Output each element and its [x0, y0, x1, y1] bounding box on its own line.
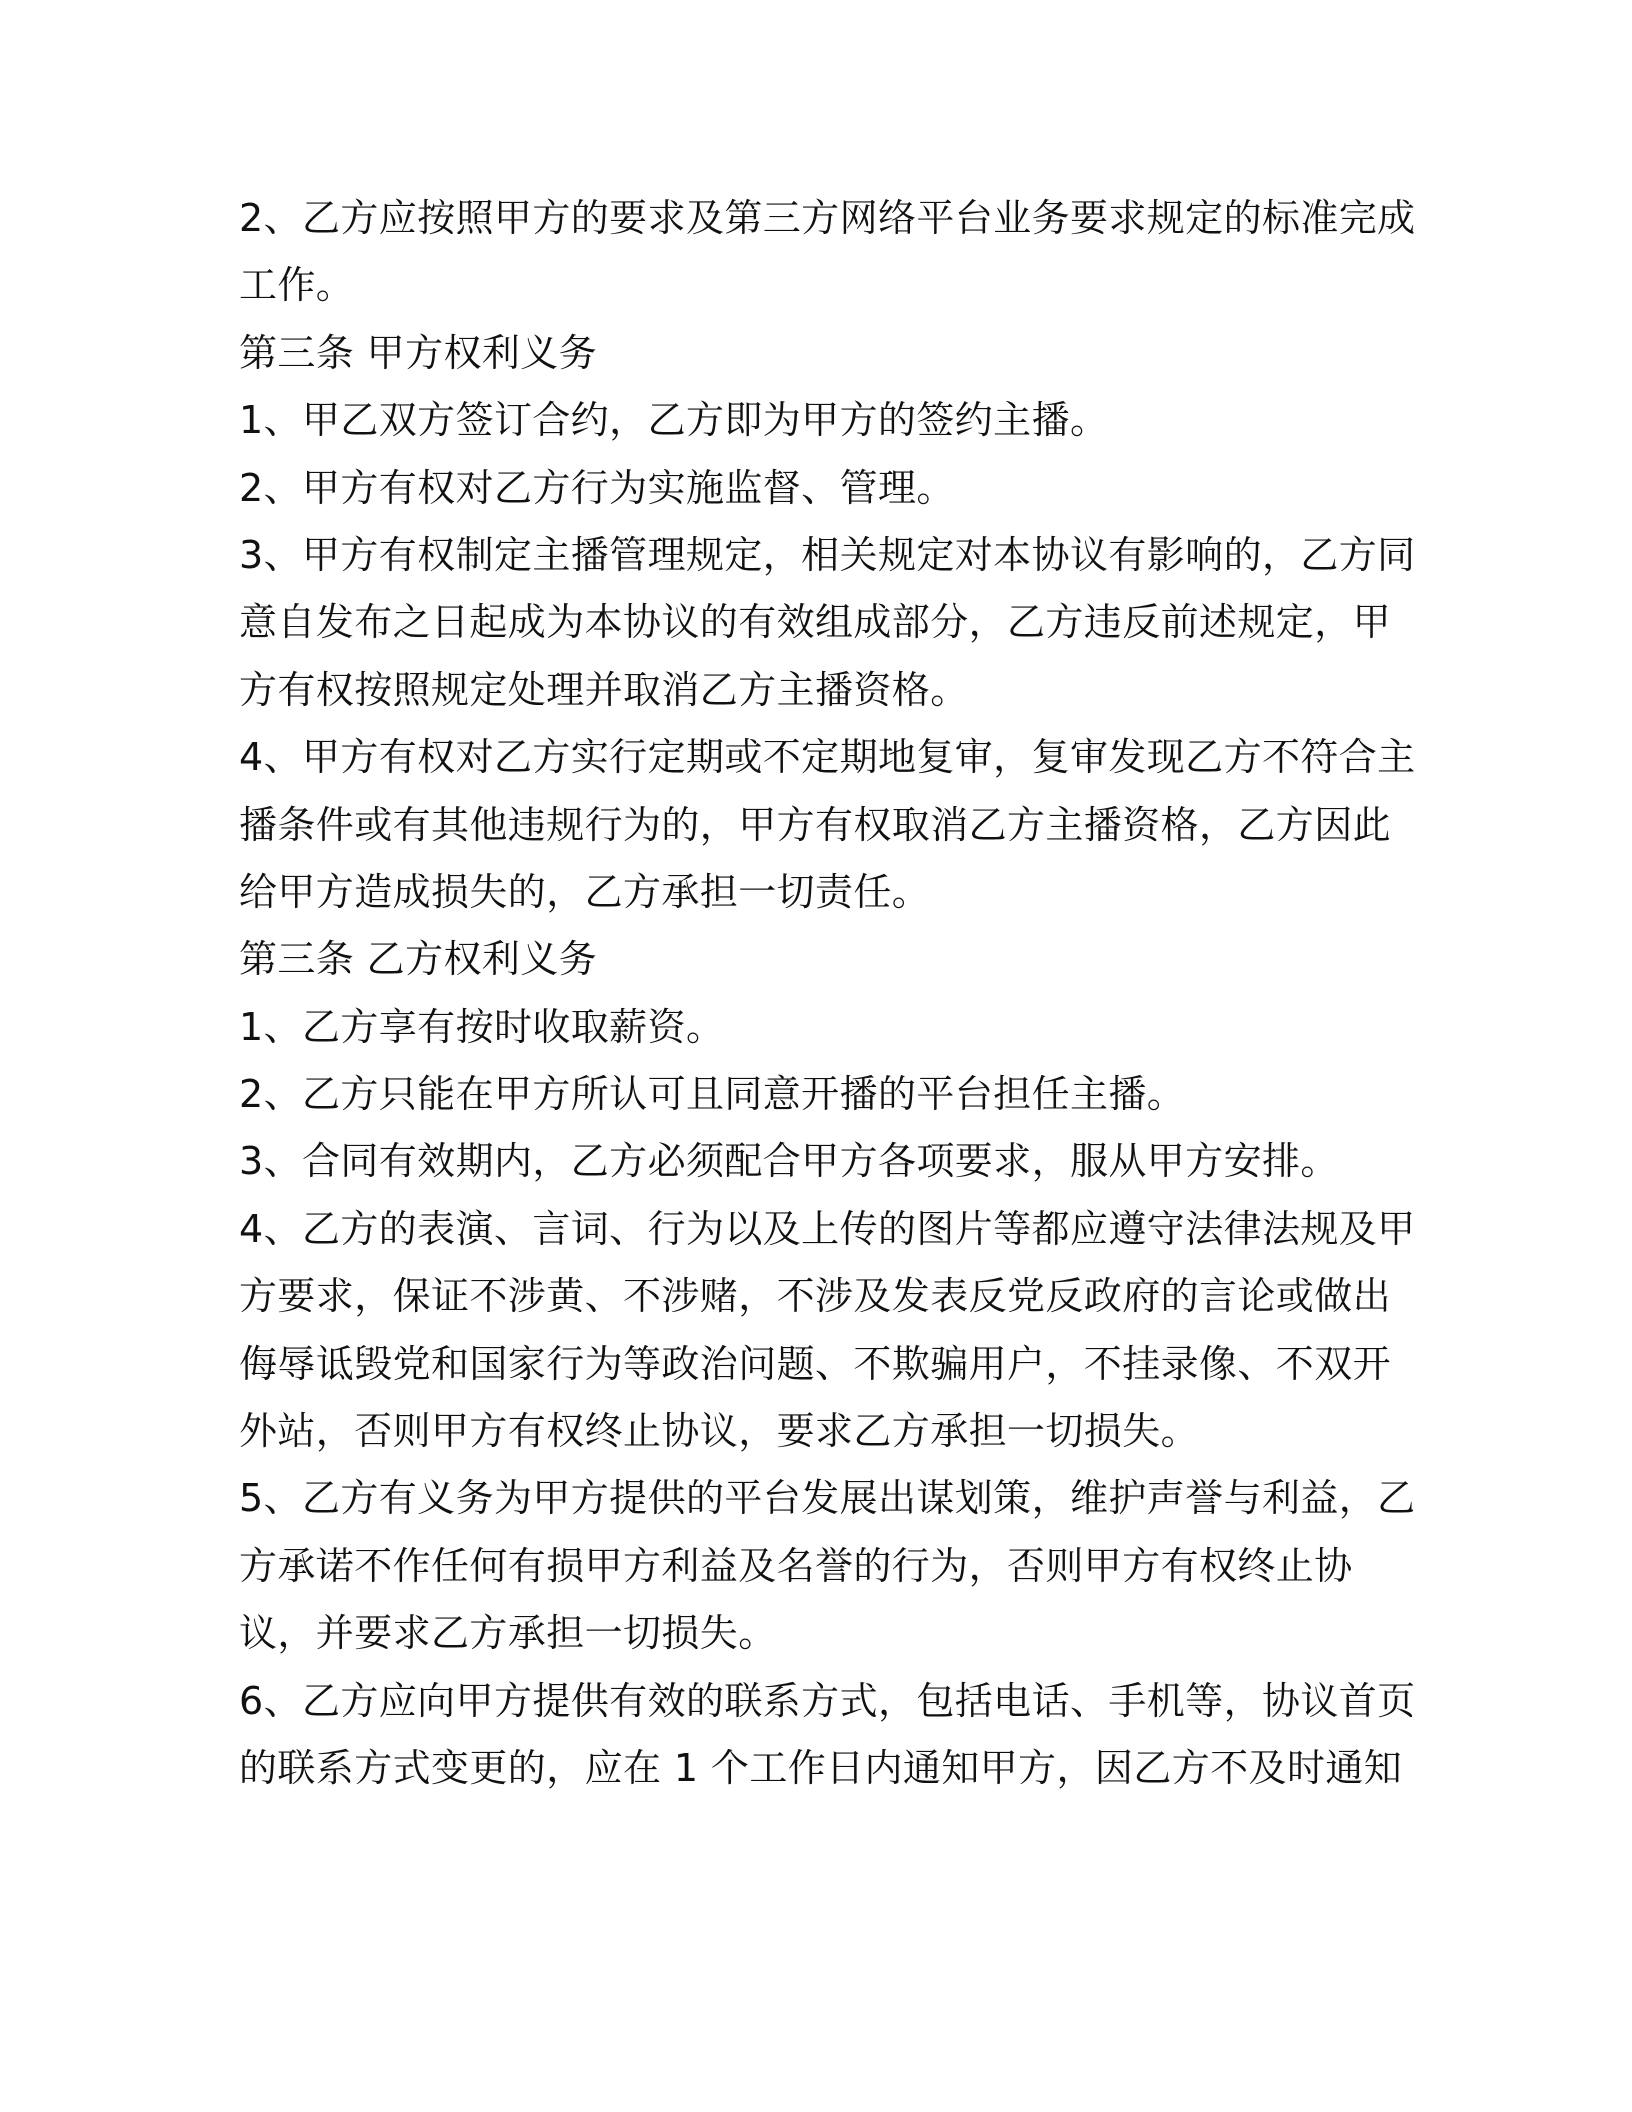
text-line: 4、甲方有权对乙方实行定期或不定期地复审，复审发现乙方不符合主 — [239, 735, 1416, 780]
text-line: 播条件或有其他违规行为的，甲方有权取消乙方主播资格，乙方因此 — [239, 802, 1392, 847]
text-line: 给甲方造成损失的，乙方承担一切责任。 — [239, 869, 931, 914]
section-heading: 第三条 甲方权利义务 — [239, 330, 598, 375]
text-line: 3、甲方有权制定主播管理规定，相关规定对本协议有影响的，乙方同 — [239, 532, 1416, 577]
section-heading: 第三条 乙方权利义务 — [239, 937, 598, 982]
text-line: 2、乙方只能在甲方所认可且同意开播的平台担任主播。 — [239, 1072, 1186, 1117]
text-line: 意自发布之日起成为本协议的有效组成部分，乙方违反前述规定，甲 — [239, 600, 1392, 645]
text-line: 的联系方式变更的，应在 1 个工作日内通知甲方，因乙方不及时通知 — [239, 1745, 1403, 1790]
text-line: 工作。 — [239, 263, 355, 308]
text-line: 方有权按照规定处理并取消乙方主播资格。 — [239, 667, 969, 712]
text-line: 议，并要求乙方承担一切损失。 — [239, 1611, 777, 1656]
text-line: 3、合同有效期内，乙方必须配合甲方各项要求，服从甲方安排。 — [239, 1139, 1339, 1184]
document-body — [239, 185, 1416, 1802]
text-line: 方要求，保证不涉黄、不涉赌，不涉及发表反党反政府的言论或做出 — [239, 1274, 1392, 1319]
text-line: 外站，否则甲方有权终止协议，要求乙方承担一切损失。 — [239, 1409, 1200, 1454]
text-line: 4、乙方的表演、言词、行为以及上传的图片等都应遵守法律法规及甲 — [239, 1206, 1416, 1251]
text-line: 侮辱诋毁党和国家行为等政治问题、不欺骗用户，不挂录像、不双开 — [239, 1341, 1392, 1386]
text-line: 1、甲乙双方签订合约，乙方即为甲方的签约主播。 — [239, 398, 1109, 443]
text-line: 1、乙方享有按时收取薪资。 — [239, 1004, 725, 1049]
text-line: 2、乙方应按照甲方的要求及第三方网络平台业务要求规定的标准完成 — [239, 196, 1416, 240]
text-line: 方承诺不作任何有损甲方利益及名誉的行为，否则甲方有权终止协 — [239, 1543, 1353, 1588]
text-line: 5、乙方有义务为甲方提供的平台发展出谋划策，维护声誉与利益，乙 — [239, 1476, 1416, 1521]
text-line: 6、乙方应向甲方提供有效的联系方式，包括电话、手机等，协议首页 — [239, 1678, 1416, 1723]
text-line: 2、甲方有权对乙方行为实施监督、管理。 — [239, 465, 955, 510]
